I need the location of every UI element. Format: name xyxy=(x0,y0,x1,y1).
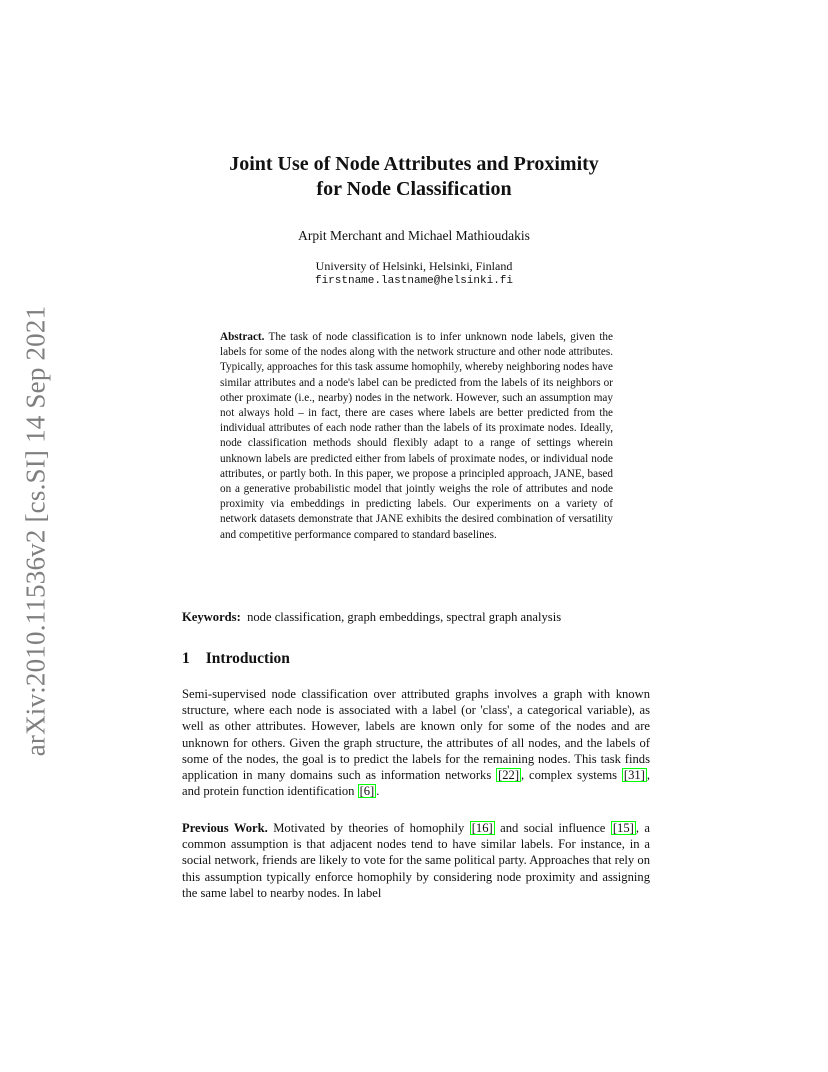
affiliation-text: University of Helsinki, Helsinki, Finland xyxy=(315,259,513,273)
author-email: firstname.lastname@helsinki.fi xyxy=(314,275,514,287)
keywords-text: node classification, graph embeddings, spectral graph analysis xyxy=(247,610,562,624)
para2-label: Previous Work. xyxy=(182,821,268,835)
paper-title-line-1: Joint Use of Node Attributes and Proximity xyxy=(229,153,599,175)
para1-text-b: , complex systems xyxy=(521,768,622,783)
intro-paragraph-previous-work xyxy=(182,820,650,901)
para1-text-a: Semi-supervised node classification over attributed graphs involves a graph with known structure, where each node is associated with a label (or 'class', a categorical variable), as well as other attributes. However, labels are known only for some of the nodes and are unknown for others. Given the graph structure, the attributes of all nodes, and the labels of some of the nodes, the goal is to predict the labels for the remaining nodes. This task finds application in many domains such as information networks xyxy=(182,687,650,783)
citation-link-31[interactable]: [31] xyxy=(623,768,645,783)
intro-paragraph-1 xyxy=(182,686,650,799)
affiliation-block xyxy=(0,259,828,289)
paper-title xyxy=(0,152,828,202)
citation-link-6[interactable]: [6] xyxy=(359,784,375,799)
section-title: Introduction xyxy=(205,650,290,667)
section-number: 1 xyxy=(182,650,190,667)
author-list: Arpit Merchant and Michael Mathioudakis xyxy=(298,228,530,243)
section-heading-introduction xyxy=(182,650,290,668)
para2-text-a: Motivated by theories of homophily xyxy=(267,821,470,835)
abstract xyxy=(220,330,613,543)
citation-link-15[interactable]: [15] xyxy=(612,821,634,835)
abstract-label: Abstract. xyxy=(220,331,265,343)
para2-text-c: , a common assumption is that adjacent nodes tend to have similar labels. For instance, in a social network, friends are likely to vote for the same political party. Approaches that rely on this assumption typically enforce homophily by considering node proximity and assigning the same label to nearby nodes. In label xyxy=(182,821,650,900)
paper-title-line-2: for Node Classification xyxy=(316,178,512,200)
keywords-label: Keywords: xyxy=(182,610,241,624)
para1-text-d: . xyxy=(376,784,380,799)
citation-link-22[interactable]: [22] xyxy=(498,768,520,783)
arxiv-identifier-stamp: arXiv:2010.11536v2 [cs.SI] 14 Sep 2021 xyxy=(20,305,51,757)
keywords xyxy=(182,610,652,625)
para1-text-c: , and protein function identification xyxy=(182,768,651,799)
para2-text-b: and social influence xyxy=(494,821,611,835)
citation-link-16[interactable]: [16] xyxy=(471,821,493,835)
abstract-text: The task of node classification is to infer unknown node labels, given the labels for some of the nodes along with the network structure and other node attributes. Typically, approaches for this task assume homophily, whereby neighboring nodes have similar attributes and a node's label can be predicted from the labels of its neighbors or other proximate (i.e., nearby) nodes in the network. However, such an assumption may not always hold – in fact, there are cases where labels are better predicted from the individual attributes of each node rather than the labels of its proximate nodes. Ideally, node classification methods should flexibly adapt to a range of settings wherein unknown labels are predicted either from labels of proximate nodes, or individual node attributes, or partly both. In this paper, we propose a principled approach, JANE, based on a generative probabilistic model that jointly weighs the role of attributes and node proximity via embeddings in predicting labels. Our experiments on a variety of network datasets demonstrate that JANE exhibits the desired combination of versatility and competitive performance compared to standard baselines. xyxy=(220,331,613,541)
